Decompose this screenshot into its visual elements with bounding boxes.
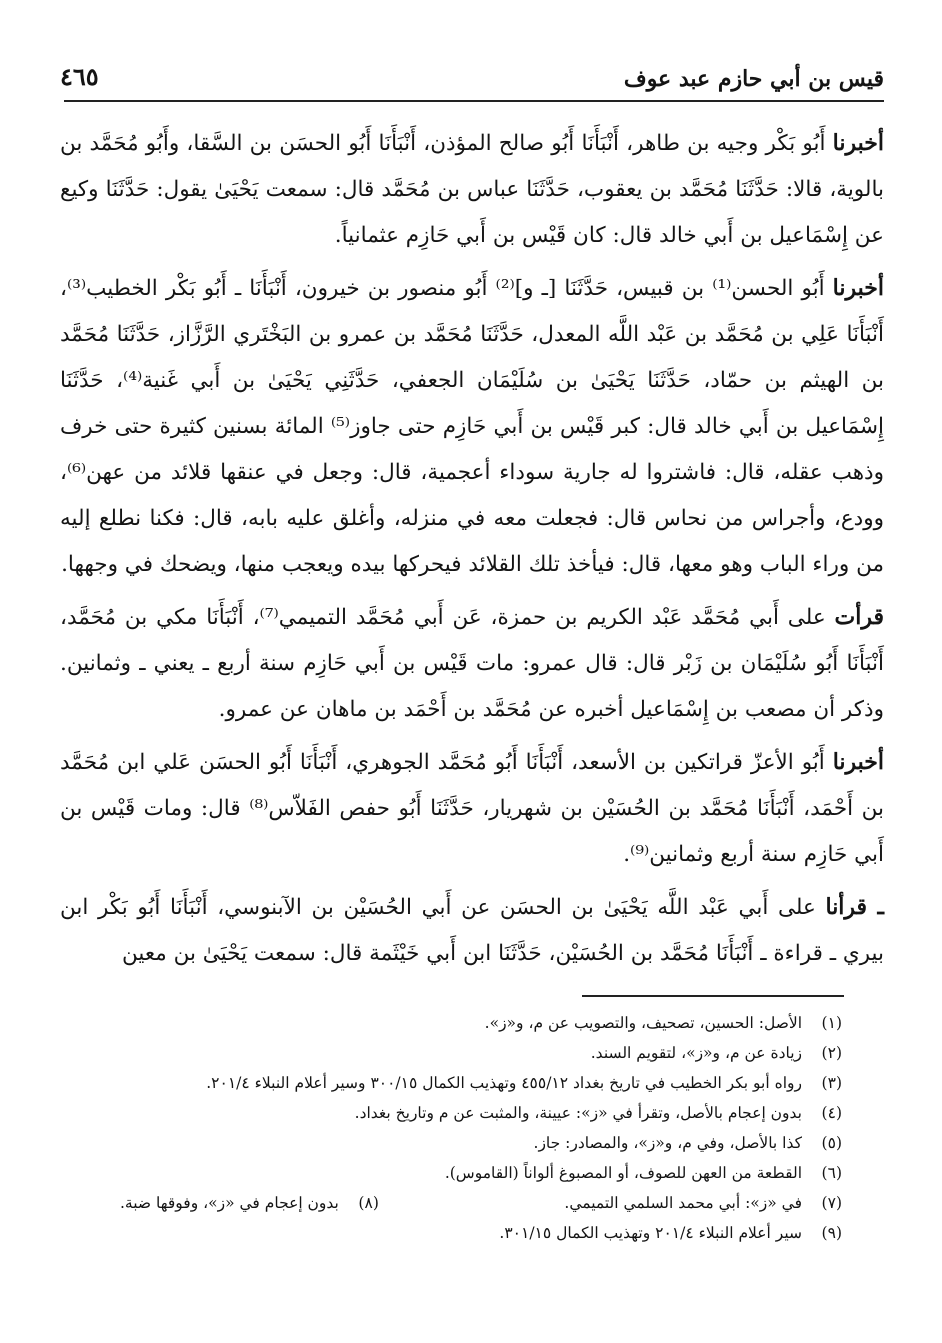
footnote (80, 1098, 842, 1128)
paragraph-lead: أخبرنا (832, 130, 884, 156)
main-text (60, 120, 884, 983)
footnote (80, 1038, 842, 1068)
footnote-text: بدون إعجام بالأصل، وتقرأ في «ز»: عيينة، والمثبت عن م وتاريخ بغداد. (354, 1104, 802, 1122)
footnote-number: (٩) (821, 1224, 842, 1242)
paragraph-text: أَبُو بَكْر وجيه بن طاهر، أَنْبَأَنَا أَبُو صالح المؤذن، أَنْبَأَنَا أَبُو الحسَن بن السَّقا، وأَبُو مُحَمَّد بن بالوية، قالا: حَدَّثَنَا مُحَمَّد بن يعقوب، حَدَّثَنَا عباس بن مُحَمَّد قال: سمعت يَحْيَىٰ يقول: حَدَّثَنَا وكيع عن إِسْمَاعيل بن أَبي خالد قال: كان قَيْس بن أَبي حَازِم عثمانياً. (60, 131, 884, 248)
paragraph-lead: ـ قرأنا (825, 894, 884, 920)
paragraph-text: أَبُو الأعزّ قراتكين بن الأسعد، أَنْبَأَنَا أَبُو مُحَمَّد الجوهري، أَنْبَأَنَا أَبُو الحسَن عَلي ابن مُحَمَّد بن أَحْمَد، أَنْبَأَنَا مُحَمَّد بن الحُسَيْن بن شهريار، حَدَّثَنَا أَبُو حفص الفَلاّس⁽⁸⁾ قال: ومات قَيْس بن أَبي حَازِم سنة أربع وثمانين⁽⁹⁾. (60, 750, 885, 867)
page-number: ٤٦٥ (60, 62, 99, 91)
paragraph (60, 120, 884, 259)
header-rule (64, 100, 884, 102)
paragraph-text: على أَبي مُحَمَّد عَبْد الكريم بن حمزة، عَن أَبي مُحَمَّد التميمي⁽⁷⁾، أَنْبَأَنَا مكي بن مُحَمَّد، أَنْبَأَنَا أَبُو سُلَيْمَان بن زَبْر قال: قال عمرو: مات قَيْس بن أَبي حَازِم سنة أربع ـ يعني ـ وثمانين. وذكر أن مصعب بن إِسْمَاعيل أخبره عن مُحَمَّد بن أَحْمَد بن ماهان عن عمرو. (60, 605, 884, 722)
paragraph-lead: قرأت (834, 604, 885, 630)
footnote-number: (٢) (821, 1044, 842, 1062)
footnote-text: بدون إعجام في «ز»، وفوقها ضبة. (120, 1194, 339, 1212)
paragraph (60, 265, 884, 588)
footnote-separator (582, 995, 844, 997)
footnote (80, 1218, 842, 1248)
footnote-text: في «ز»: أبي محمد السلمي التميمي. (564, 1194, 802, 1212)
footnote-number: (٤) (821, 1104, 842, 1122)
footnote (80, 1188, 842, 1218)
paragraph-text: أَبُو الحسن⁽¹⁾ بن قبيس، حَدَّثَنَا [ـ و]⁽²⁾ أَبُو منصور بن خيرون، أَنْبَأَنَا ـ أَبُو بَكْر الخطيب⁽³⁾، أَنْبَأَنَا عَلِي بن مُحَمَّد بن عَبْد اللَّه المعدل، حَدَّثَنَا مُحَمَّد بن عمرو بن البَخْتَري الرَّزَّاز، حَدَّثَنَا مُحَمَّد بن الهيثم بن حمّاد، حَدَّثَنَا يَحْيَىٰ بن سُلَيْمَان الجعفي، حَدَّثَنِي يَحْيَىٰ بن أَبي غَنية⁽⁴⁾، حَدَّثَنَا إِسْمَاعيل بن أَبي خالد قال: كبر قَيْس بن أَبي حَازِم حتى جاوز⁽⁵⁾ المائة بسنين كثيرة حتى خرف وذهب عقله، قال: فاشتروا له جارية سوداء أعجمية، قال: وجعل في عنقها قلائد من عهن⁽⁶⁾، وودع، وأجراس من نحاس قال: فجعلت معه في منزله، وأغلق عليه بابه، قال: فكنا نطلع إليه من وراء الباب وهو معها، قال: فيأخذ تلك القلائد فيحركها بيده ويعجب منها، ويضحك في وجهها. (60, 276, 885, 577)
footnote-number: (٥) (821, 1134, 842, 1152)
footnote-text: القطعة من العهن للصوف، أو المصبوغ ألواناً (القاموس). (444, 1164, 802, 1182)
footnote-number: (٧) (821, 1194, 842, 1212)
footnote (80, 1128, 842, 1158)
footnote (80, 1158, 842, 1188)
footnote-number: (١) (821, 1014, 842, 1032)
footnote-number: (٦) (821, 1164, 842, 1182)
page-header (60, 52, 884, 98)
footnotes (80, 1008, 842, 1248)
running-title: قيس بن أبي حازم عبد عوف (623, 66, 884, 92)
footnote-number: (٣) (821, 1074, 842, 1092)
paragraph (60, 594, 884, 733)
footnote-text: رواه أبو بكر الخطيب في تاريخ بغداد ٤٥٥/١٢ وتهذيب الكمال ٣٠٠/١٥ وسير أعلام النبلاء ٢٠١/٤. (206, 1074, 802, 1092)
footnote (80, 1008, 842, 1038)
footnote-inline-pair (120, 1188, 379, 1218)
paragraph (60, 739, 884, 878)
footnote-text: كذا بالأصل، وفي م، و«ز»، والمصادر: جاز. (533, 1134, 802, 1152)
paragraph-lead: أخبرنا (832, 749, 885, 775)
paragraph-lead: أخبرنا (832, 275, 884, 301)
footnote (80, 1068, 842, 1098)
footnote-text: زيادة عن م، و«ز»، لتقويم السند. (590, 1044, 802, 1062)
paragraph (60, 884, 884, 977)
footnote-number: (٨) (358, 1194, 379, 1212)
footnote-text: سير أعلام النبلاء ٢٠١/٤ وتهذيب الكمال ٣٠١/١٥. (499, 1224, 802, 1242)
footnote-text: الأصل: الحسين، تصحيف، والتصويب عن م، و«ز». (484, 1014, 802, 1032)
paragraph-text: على أَبي عَبْد اللَّه يَحْيَىٰ بن الحسَن عن أَبي الحُسَيْن بن الآبنوسي، أَنْبَأَنَا أَبُو بَكْر ابن بيري ـ قراءة ـ أَنْبَأَنَا مُحَمَّد بن الحُسَيْن، حَدَّثَنَا ابن أَبي خَيْثَمة قال: سمعت يَحْيَىٰ بن معين (60, 895, 884, 966)
